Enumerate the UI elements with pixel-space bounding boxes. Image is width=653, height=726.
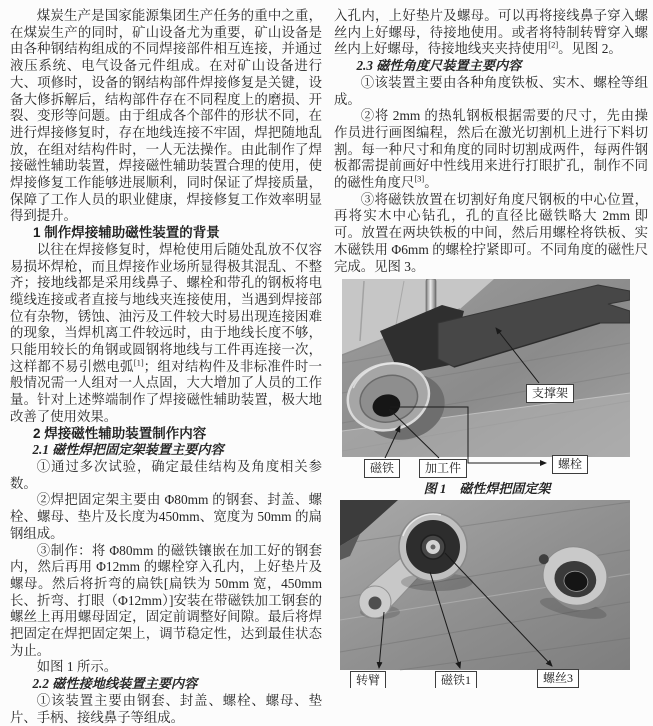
figure-1-illustration [342,279,630,478]
section-heading-1: 1 制作焊接辅助磁性装置的背景 [32,225,220,241]
item-2-3-3: ③将磁铁放置在切割好角度尺钢板的中心位置，再将实木中心钻孔，孔的直径比磁铁略大 2mm 即可。放置在两块铁板的中间，然后用螺栓将铁板、实木磁铁用 Φ6mm 的螺栓拧紧即可。不同角度的磁性尺完成。见图 3。 [334,191,648,274]
citation-3: [3] [414,173,425,184]
figure1-reference: 如图 1 所示。 [36,659,118,675]
item-2-2-1: ①该装置主要由钢套、封盖、螺栓、螺母、垫片、手柄、接线鼻子等组成。 [10,692,322,725]
figure-2-photo [340,500,630,688]
citation-1: [1] [133,357,144,368]
item-2-1-3: ③制作：将 Φ80mm 的磁铁镶嵌在加工好的钢套内，然后再用 Φ12mm 的螺栓穿入孔内，上好垫片及螺母。然后将折弯的扁铁[扁铁为 50mm 宽，450mm 长、折弯、打眼（Φ12mm）]安装在带磁铁加工钢套的螺丝上再用螺母固定，固定前调整好间隙。最后将焊把固定在焊把固定架上，调节稳定性，达到最佳状态为止。 [10,542,322,658]
label-magnet: 磁铁 [364,459,400,478]
subsection-2-2: 2.2 磁性接地线装置主要内容 [32,676,198,692]
left-column [10,8,322,726]
background-paragraph [10,242,322,426]
item-2-3-2-post: 。 [424,175,438,191]
label-screw-3: 螺丝3 [537,669,579,688]
label-bolt: 螺栓 [552,455,588,474]
figure-2-illustration [340,500,630,688]
item-2-3-2 [334,108,648,192]
right-column [334,8,648,688]
item-2-3-2-pre: ②将 2mm 的热轧钢板根据需要的尺寸，先由操作员进行画图编程，然后在激光切割机上进行下料切割。每一种尺寸和角度的同时切割成两件，每两件钢板都需提前画好中性线用来进行打眼扩孔，制作不同的磁性角度尺 [334,108,648,191]
label-support-frame: 支撑架 [526,384,574,403]
label-swivel-arm: 转臂 [350,671,386,688]
subsection-2-3: 2.3 磁性角度尺装置主要内容 [356,58,522,74]
label-magnet-1: 磁铁1 [435,671,477,688]
figure-1-photo [342,279,630,478]
continued-paragraph [334,8,648,58]
citation-2: [2] [548,39,559,50]
continued-text-pre: 入孔内，上好垫片及螺母。可以再将接线鼻子穿入螺丝内上好螺母，待接地使用。或者将特制转臂穿入螺丝内上好螺母，待接地线夹夹持使用 [334,8,648,57]
item-2-1-1: ①通过多次试验，确定最佳结构及角度相关参数。 [10,458,322,491]
label-workpiece: 加工件 [419,459,467,478]
intro-paragraph: 煤炭生产是国家能源集团生产任务的重中之重，在煤炭生产的同时，矿山设备尤为重要，矿山设备是由各种钢结构组成的不同焊接部件相互连接，并通过液压系统、电气设备元件组成。在对矿山设备进行大、项修时，设备的钢结构部件焊接修复是关键，设备大修拆解后，结构部件存在不同程度上的磨损、开裂、变形等问题。由于组成各个部件的形状不同，在进行焊接修复时，存在地线连接不牢固，焊把随地乱放，在组对结构件时，一人无法操作。由此制作了焊接磁性辅助装置，焊接磁性辅助装置合理的使用，使焊接修复工作能够进展顺利，同时保证了焊接质量，保障了工作人员的职业健康，焊接修复工作效率明显得到提升。 [10,8,322,224]
item-2-3-1: ①该装置主要由各种角度铁板、实木、螺栓等组成。 [334,74,648,107]
background-text-post: ；组对结构件及非标准件时一般情况需一人组对一人点固，大大增加了人员的工作量。针对上述弊端制作了焊接磁性辅助装置，极大地改善了使用效果。 [10,358,323,424]
background-text-pre: 以往在焊接修复时，焊枪使用后随处乱放不仅容易损坏焊枪，而且焊接作业场所显得极其混乱、不整齐；接地线都是采用线鼻子、螺栓和带孔的钢板将电缆线连接或者直接与地线夹连接使用，当遇到焊接部位有杂物，锈蚀、油污及工件较大时易出现连接困难的现象，当焊机离工件较远时，由于地线长度不够，只能用较长的角钢或圆钢将地线与工件再连接一次，这样都不易引燃电弧 [10,241,322,374]
item-2-1-2: ②焊把固定架主要由 Φ80mm 的钢套、封盖、螺栓、螺母、垫片及长度为450mm、宽度为 50mm 的扁钢组成。 [10,492,322,541]
section-heading-2: 2 焊接磁性辅助装置制作内容 [32,425,207,441]
continued-text-post: 。见图 2。 [558,41,622,57]
subsection-2-1: 2.1 磁性焊把固定架装置主要内容 [32,442,224,458]
figure-1-caption: 图 1 磁性焊把固定架 [423,481,551,497]
